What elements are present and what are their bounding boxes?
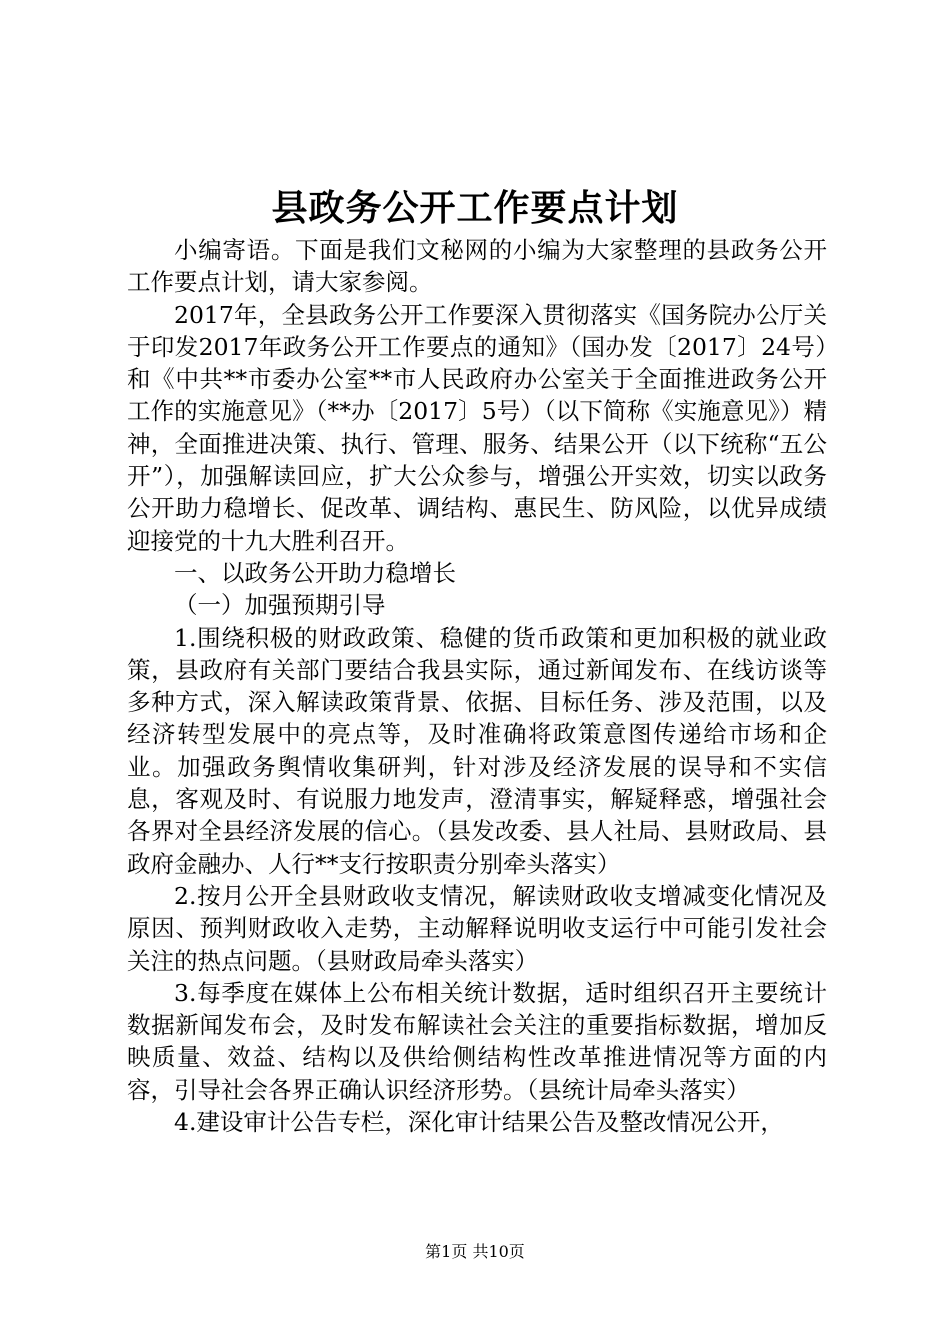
document-body — [127, 234, 827, 1138]
document-title: 县政务公开工作要点计划 — [271, 187, 679, 229]
paragraph-overview: 2017年，全县政务公开工作要深入贯彻落实《国务院办公厅关于印发2017年政务公开工作要点的通知》（国办发〔2017〕24号）和《中共**市委办公室**市人民政府办公室关于全面推进政务公开工作的实施意见》（**办〔2017〕5号）（以下简称《实施意见》）精神，全面推进决策、执行、管理、服务、结果公开（以下统称“五公开”），加强解读回应，扩大公众参与，增强公开实效，切实以政务公开助力稳增长、促改革、调结构、惠民生、防风险，以优异成绩迎接党的十九大胜利召开。 — [127, 300, 827, 555]
paragraph-item-4: 4.建设审计公告专栏，深化审计结果公告及整改情况公开， — [174, 1108, 784, 1137]
section-heading: 一、以政务公开助力稳增长 — [174, 558, 456, 587]
paragraph-item-1: 1.围绕积极的财政政策、稳健的货币政策和更加积极的就业政策，县政府有关部门要结合我县实际，通过新闻发布、在线访谈等多种方式，深入解读政策背景、依据、目标任务、涉及范围，以及经济转型发展中的亮点等，及时准确将政策意图传递给市场和企业。加强政务舆情收集研判，针对涉及经济发展的误导和不实信息，客观及时、有说服力地发声，澄清事实，解疑释惑，增强社会各界对全县经济发展的信心。（县发改委、县人社局、县财政局、县政府金融办、人行**支行按职责分别牵头落实） — [127, 623, 827, 878]
paragraph-item-2: 2.按月公开全县财政收支情况，解读财政收支增减变化情况及原因、预判财政收入走势，主动解释说明收支运行中可能引发社会关注的热点问题。（县财政局牵头落实） — [127, 881, 827, 975]
paragraph-intro: 小编寄语。下面是我们文秘网的小编为大家整理的县政务公开工作要点计划，请大家参阅。 — [127, 236, 827, 297]
subsection-heading: （一）加强预期引导 — [174, 591, 386, 620]
page-number-footer: 第1页 共10页 — [425, 1242, 525, 1261]
paragraph-item-3: 3.每季度在媒体上公布相关统计数据，适时组织召开主要统计数据新闻发布会，及时发布解读社会关注的重要指标数据，增加反映质量、效益、结构以及供给侧结构性改革推进情况等方面的内容，引导社会各界正确认识经济形势。（县统计局牵头落实） — [127, 978, 827, 1104]
